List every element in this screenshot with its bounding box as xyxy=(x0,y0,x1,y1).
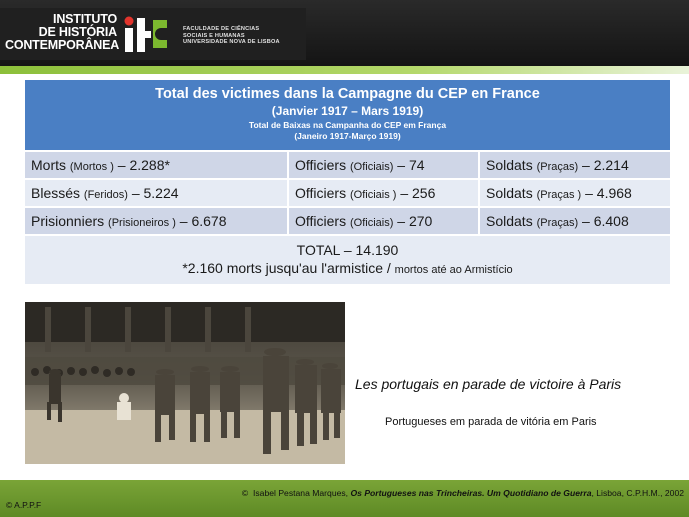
logo-wordmark: INSTITUTO DE HISTÓRIA CONTEMPORÂNEA xyxy=(5,12,120,52)
table-dates-pt: (Janeiro 1917-Março 1919) xyxy=(294,131,401,141)
table-cell: Soldats (Praças) – 6.408 xyxy=(480,208,670,234)
table-cell: Soldats (Praças ) – 4.968 xyxy=(480,180,670,206)
table-cell: Morts (Mortos ) – 2.288* xyxy=(25,152,289,178)
source-citation: © Isabel Pestana Marques, Os Portugueses nas Trincheiras. Um Quotidiano de Guerra, Lisboa, C.P.H.M., 2002 xyxy=(241,488,684,498)
table-cell: Soldats (Praças) – 2.214 xyxy=(480,152,670,178)
photo-credit: © A.P.P.F xyxy=(6,500,42,510)
table-row-prisoners xyxy=(25,208,670,236)
book-title: Os Portugueses nas Trincheiras. Um Quotidiano de Guerra xyxy=(350,488,592,498)
table-cell: Officiers (Oficiais) – 270 xyxy=(289,208,480,234)
table-cell: Prisionniers (Prisioneiros ) – 6.678 xyxy=(25,208,289,234)
table-row-wounded xyxy=(25,180,670,208)
photo-caption-fr: Les portugais en parade de victoire à Paris xyxy=(355,376,622,392)
table-cell: Blessés (Feridos) – 5.224 xyxy=(25,180,289,206)
casualties-table xyxy=(25,80,670,284)
table-row-dead xyxy=(25,152,670,180)
parade-photo xyxy=(25,302,345,464)
total-value: TOTAL – 14.190 xyxy=(296,242,399,258)
institution-logo xyxy=(0,8,306,60)
header-accent-strip xyxy=(0,66,689,74)
copyright-icon: © xyxy=(241,488,249,498)
photo-caption-pt: Portugueses em parada de vitória em Paris xyxy=(385,416,597,428)
faculty-name: FACULDADE DE CIÊNCIAS SOCIAIS E HUMANAS UNIVERSIDADE NOVA DE LISBOA xyxy=(183,26,280,45)
header-bar xyxy=(0,0,689,66)
table-title-fr: Total des victimes dans la Campagne du CEP en France xyxy=(155,86,540,102)
parade-photo-image xyxy=(25,302,345,464)
table-title-pt: Total de Baixas na Campanha do CEP em França xyxy=(248,120,447,130)
ihc-logo-icon xyxy=(123,16,169,54)
table-cell: Officiers (Oficiais) – 74 xyxy=(289,152,480,178)
table-dates-fr: (Janvier 1917 – Mars 1919) xyxy=(271,104,424,118)
table-total xyxy=(25,236,670,284)
footer-bar xyxy=(0,480,689,517)
table-header xyxy=(25,80,670,152)
table-cell: Officiers (Oficiais ) – 256 xyxy=(289,180,480,206)
armistice-note: *2.160 morts jusqu'au l'armistice / mortos até ao Armistício xyxy=(182,260,513,276)
